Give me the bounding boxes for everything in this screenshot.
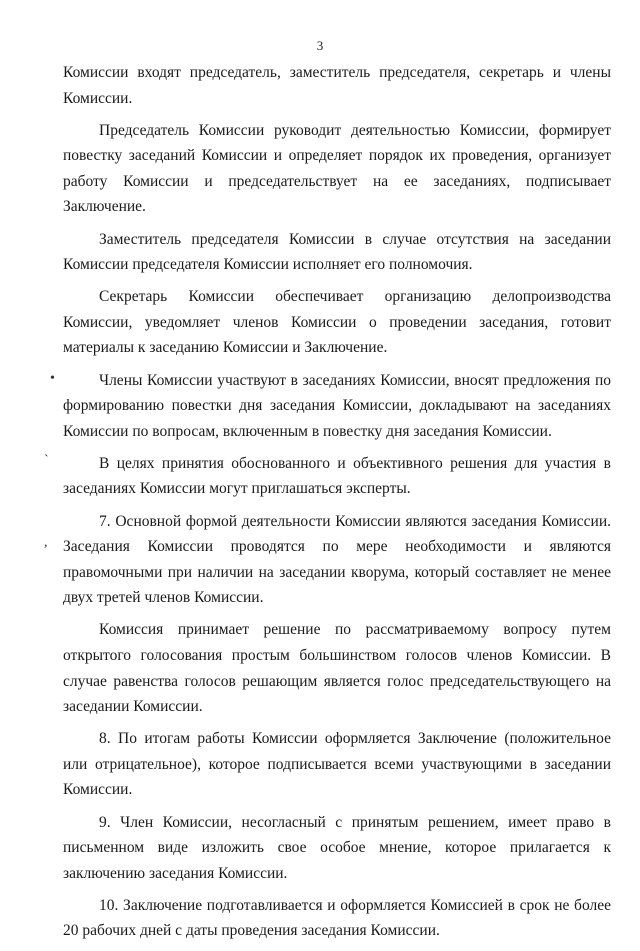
page-number: 3: [316, 38, 324, 53]
paragraph-9-dissent: 9. Член Комиссии, несогласный с принятым решением, имеет право в письменном виде изложить свое особое мнение, которое прилагается к заключению заседания Комиссии.: [63, 813, 611, 882]
paragraph-deputy-chairman: Заместитель председателя Комиссии в случае отсутствия на заседании Комиссии председателя Комиссии исполняет его полномочия.: [63, 230, 611, 274]
paragraph-voting: Комиссия принимает решение по рассматриваемому вопросу путем открытого голосования простым большинством голосов членов Комиссии. В случае равенства голосов решающим является голос председательствующего на заседании Комиссии.: [63, 621, 611, 716]
document-body: [63, 60, 611, 951]
margin-mark-tick: ˋ: [44, 453, 49, 468]
paragraph-7-meetings: 7. Основной формой деятельности Комиссии являются заседания Комиссии. Заседания Комиссии проводятся по мере необходимости и являются правомочными при наличии на заседании кворума, который составляет не менее двух третей членов Комиссии.: [63, 512, 611, 607]
paragraph-10-deadline: 10. Заключение подготавливается и оформляется Комиссией в срок не более 20 рабочих дней с даты проведения заседания Комиссии.: [63, 896, 611, 940]
paragraph-secretary: Секретарь Комиссии обеспечивает организацию делопроизводства Комиссии, уведомляет членов Комиссии о проведении заседания, готовит материалы к заседанию Комиссии и Заключение.: [63, 288, 611, 357]
paragraph-chairman: Председатель Комиссии руководит деятельностью Комиссии, формирует повестку заседаний Комиссии и определяет порядок их проведения, организует работу Комиссии и председательствует на ее заседаниях, подписывает Заключение.: [63, 121, 611, 216]
paragraph-8-conclusion: 8. По итогам работы Комиссии оформляется Заключение (положительное или отрицательное), которое подписывается всеми участвующими в заседании Комиссии.: [63, 730, 611, 799]
paragraph-experts: В целях принятия обоснованного и объективного решения для участия в заседаниях Комиссии могут приглашаться эксперты.: [63, 454, 611, 498]
margin-mark-dot: •: [50, 371, 55, 386]
paragraph-commission-members: Комиссии входят председатель, заместитель председателя, секретарь и члены Комиссии.: [63, 64, 611, 107]
margin-mark-comma: ,: [44, 535, 48, 550]
paragraph-members-duties: Члены Комиссии участвуют в заседаниях Комиссии, вносят предложения по формированию повестки дня заседания Комиссии, докладывают на заседаниях Комиссии по вопросам, включенным в повестку дня заседания Комиссии.: [63, 371, 611, 440]
